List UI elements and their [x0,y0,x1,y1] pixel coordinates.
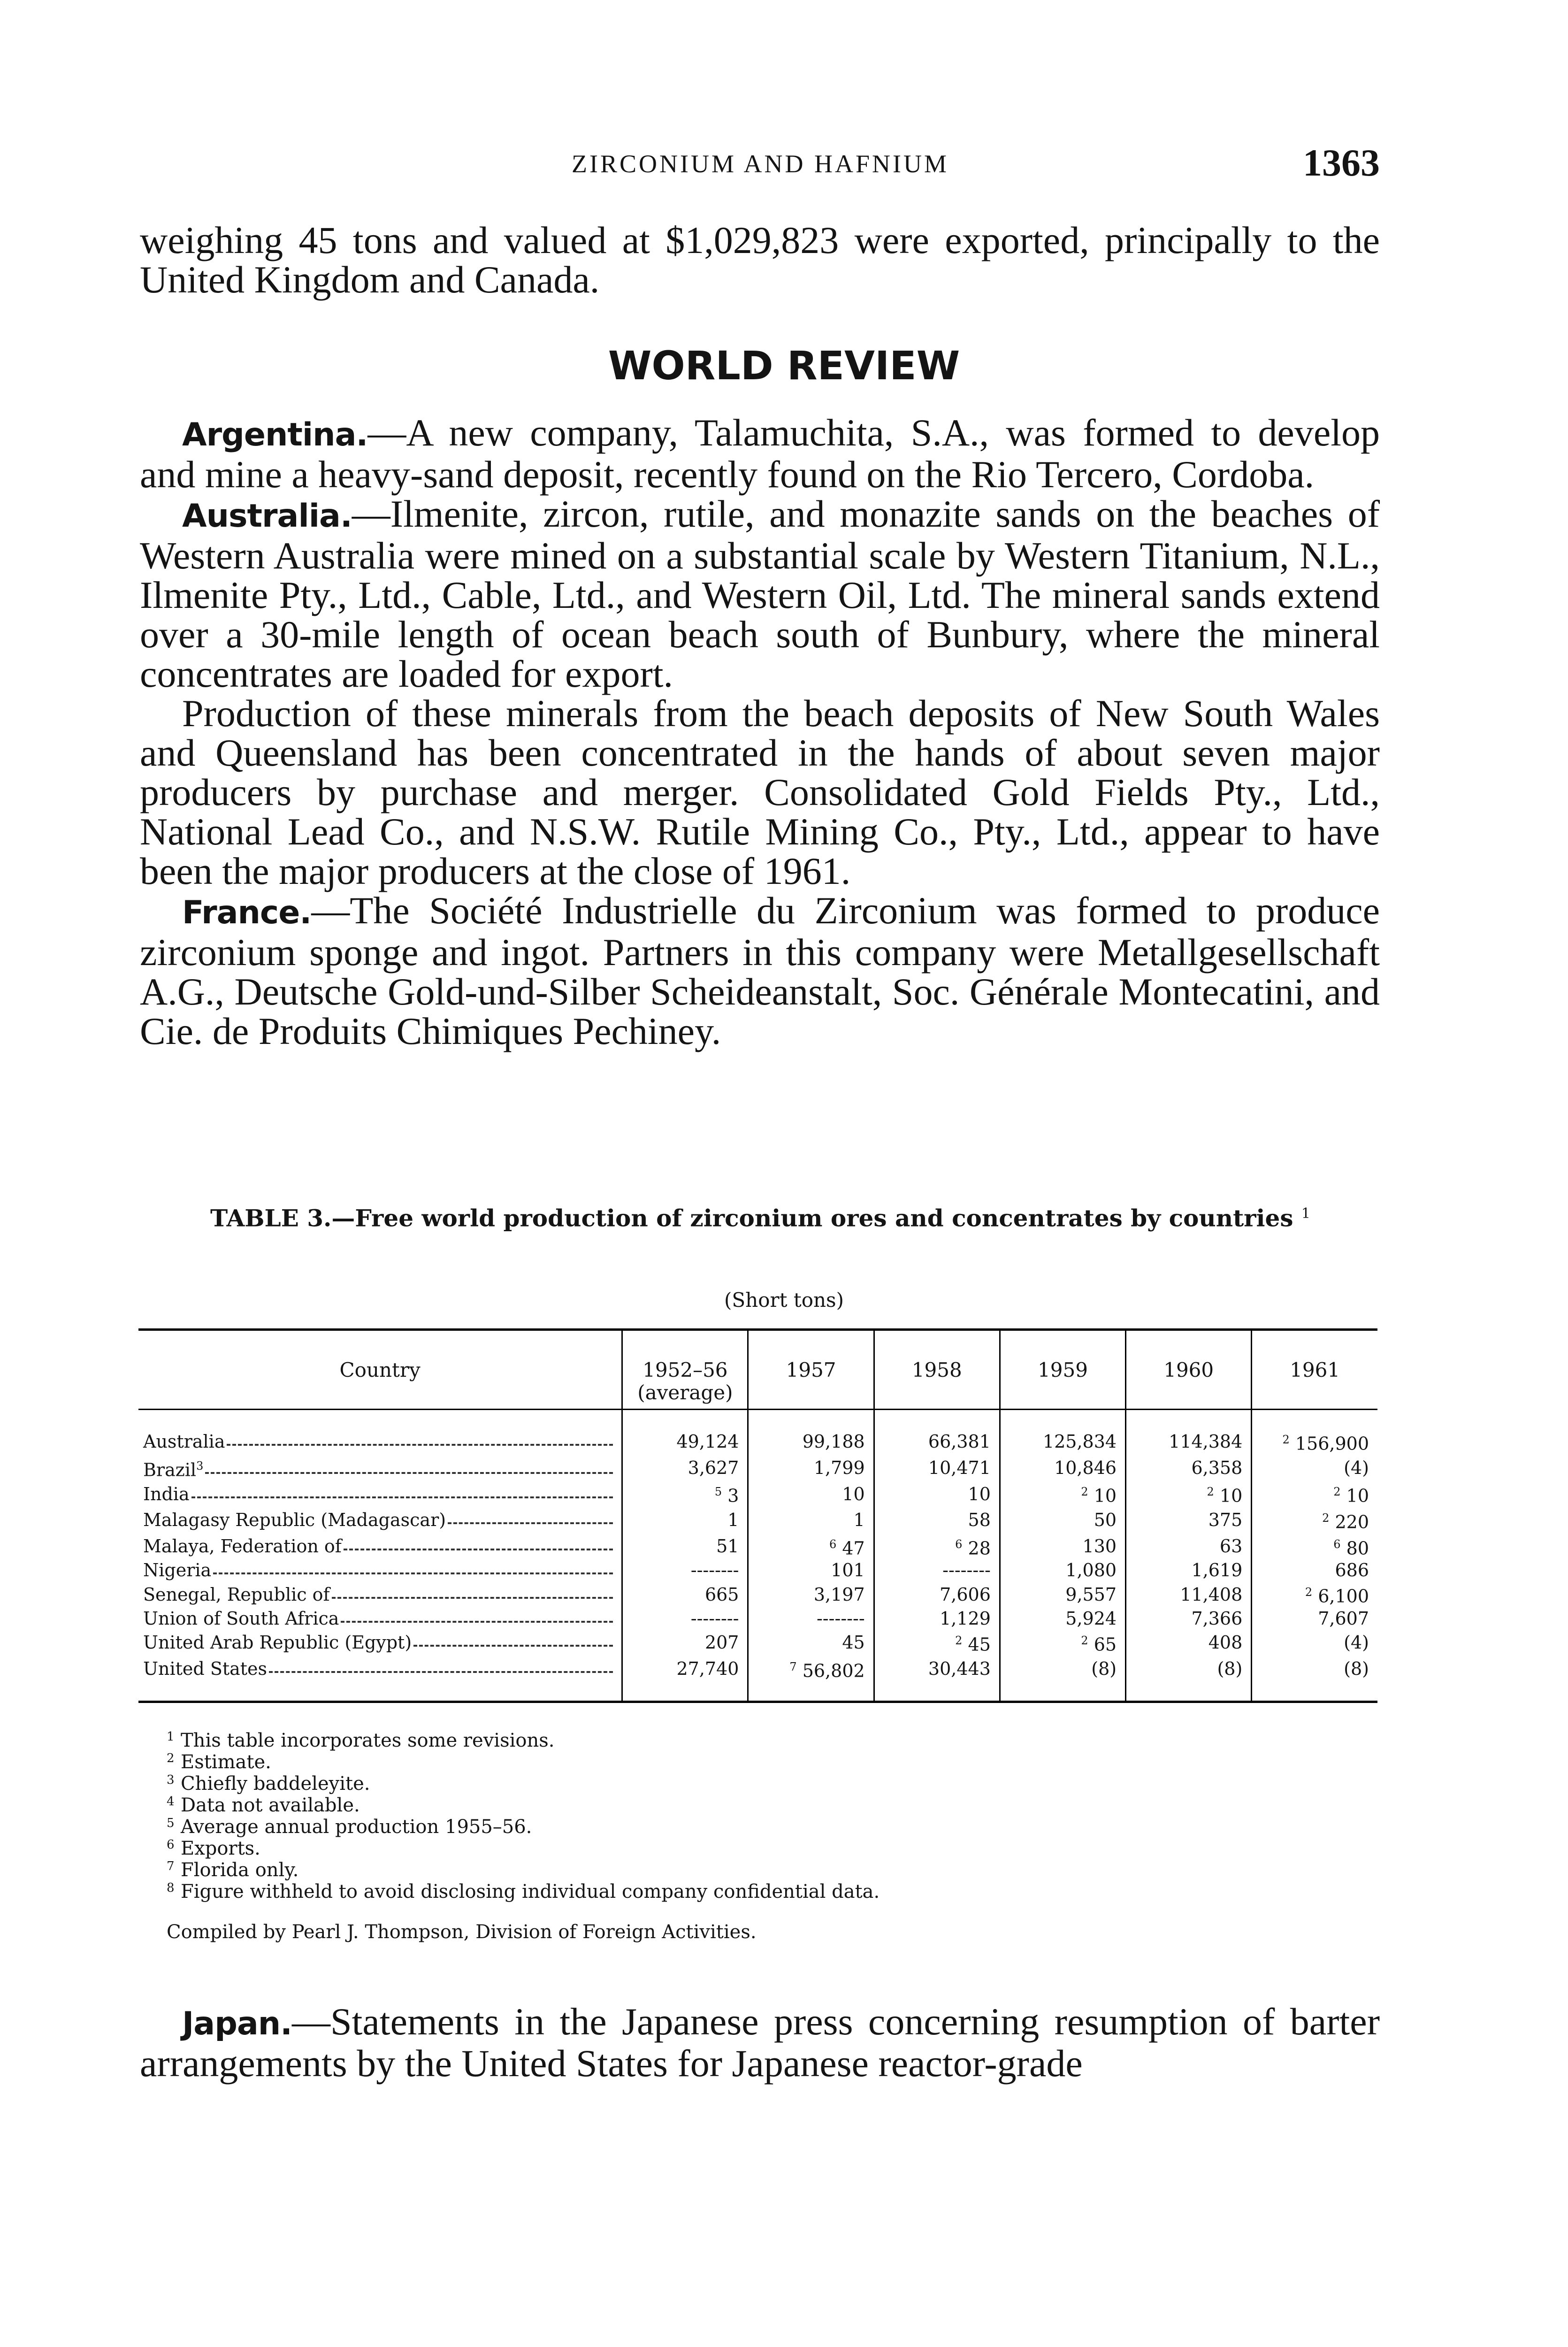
value-cell [874,1507,1000,1534]
dot-leader [213,1572,613,1574]
lead-argentina: Argentina. [182,416,368,453]
value-cell [748,1581,874,1608]
value-cell [1126,1630,1252,1656]
value-text: 49,124 [676,1431,739,1452]
value-text: 375 [1208,1510,1243,1531]
value-note: 2 [1322,1511,1330,1525]
footnote-text: Estimate. [181,1751,271,1773]
value-text: (4) [1344,1457,1369,1478]
value-text: 63 [1219,1535,1243,1557]
table-row [138,1507,1377,1534]
dot-leader [413,1645,613,1647]
intro-paragraph [140,221,1380,299]
country-name [143,1658,267,1680]
value-note: 6 [955,1537,963,1551]
value-cell [748,1410,874,1455]
dot-leader [341,1621,613,1623]
value-cell [1126,1410,1252,1455]
value-cell [1000,1630,1125,1656]
value-cell [622,1481,748,1507]
value-cell [1252,1656,1377,1702]
value-cell [1000,1608,1125,1630]
value-text: -------- [942,1560,991,1581]
intro-text: weighing 45 tons and valued at $1,029,823 were exported, principally to the United Kingdom and Canada. [140,219,1380,301]
value-cell [748,1455,874,1481]
footnote-mark: 3 [167,1773,175,1787]
value-cell [1000,1559,1125,1581]
value-cell [1252,1559,1377,1581]
value-note: 2 [955,1634,963,1647]
value-cell [622,1507,748,1534]
footnote-mark: 4 [167,1795,175,1809]
table-units: (Short tons) [724,1289,844,1312]
value-text: 5,924 [1065,1608,1117,1629]
text-japan: —Statements in the Japanese press concerning resumption of barter arrangements by the United States for Japanese reactor-grade [140,2000,1380,2085]
value-text: 1,799 [813,1457,865,1478]
value-cell [1252,1481,1377,1507]
value-text: 66,381 [928,1431,991,1452]
column-header-country: Country [138,1330,622,1410]
dot-leader [269,1671,613,1673]
value-cell [1126,1581,1252,1608]
dot-leader [332,1597,613,1599]
value-text: 101 [831,1560,865,1581]
value-cell [874,1630,1000,1656]
value-note: 6 [829,1537,837,1551]
value-cell [748,1656,874,1702]
footnote-text: Average annual production 1955–56. [181,1816,532,1838]
table-caption [197,1199,1323,1233]
country-name [143,1535,342,1557]
value-cell [1126,1608,1252,1630]
value-cell [874,1656,1000,1702]
value-cell [1252,1534,1377,1560]
value-text: -------- [690,1608,739,1629]
value-text: 11,408 [1180,1584,1243,1605]
value-cell [622,1581,748,1608]
value-text: (8) [1344,1658,1369,1679]
column-header-year: 1960 [1126,1330,1252,1410]
footnote-text: Chiefly baddeleyite. [181,1773,370,1795]
country-label: Nigeria [143,1560,212,1581]
lead-japan: Japan. [182,2005,292,2042]
value-cell [622,1630,748,1656]
value-cell [874,1608,1000,1630]
value-cell [748,1507,874,1534]
column-header-year: 1958 [874,1330,1000,1410]
value-text: 1,080 [1065,1560,1117,1581]
footnote [167,1881,1340,1902]
value-cell [874,1455,1000,1481]
value-text: 6,358 [1191,1457,1243,1478]
value-cell [1252,1507,1377,1534]
value-text: 10 [842,1483,865,1504]
value-text: (8) [1217,1658,1243,1679]
table-row [138,1581,1377,1608]
value-note: 2 [1081,1634,1088,1647]
value-cell [1126,1534,1252,1560]
country-name [143,1584,330,1606]
value-text: 665 [704,1584,739,1605]
value-cell [1000,1507,1125,1534]
value-note: 6 [1333,1537,1341,1551]
value-cell [874,1410,1000,1455]
paragraph-argentina [140,413,1380,494]
value-cell [1126,1455,1252,1481]
value-cell [622,1410,748,1455]
text-france: —The Société Industrielle du Zirconium was formed to produce zirconium sponge and ingot. Partners in this company were Metallgesellschaft A.G., Deutsche Gold-und-Silber Scheideanstalt, Soc. Générale Montecatini, and Cie. de Produits Chimiques Pechiney. [140,889,1380,1052]
value-cell [874,1581,1000,1608]
table-row [138,1481,1377,1507]
value-text: 1,129 [940,1608,991,1629]
world-review-text [140,413,1380,1051]
country-cell [138,1455,622,1481]
value-text: 45 [968,1634,991,1655]
value-text: 47 [842,1538,865,1559]
value-text: 10 [968,1483,991,1504]
value-note: 2 [1081,1485,1088,1499]
running-head [141,141,1380,192]
footnote-mark: 8 [167,1881,175,1895]
footnote [167,1838,1340,1859]
production-table [138,1328,1377,1703]
value-note: 2 [1207,1485,1214,1499]
country-name [143,1455,203,1481]
country-label: United Arab Republic (Egypt) [143,1632,412,1653]
value-text: 80 [1346,1538,1369,1559]
table-row [138,1534,1377,1560]
country-cell [138,1656,622,1702]
page-number: 1363 [1303,141,1380,184]
country-name [143,1483,190,1505]
table-row [138,1410,1377,1455]
country-cell [138,1507,622,1534]
value-text: 45 [842,1632,865,1653]
footnote-mark: 7 [167,1859,175,1873]
country-name [143,1509,446,1531]
value-text: 10 [1094,1485,1117,1506]
footnote [167,1773,1340,1795]
footnote-mark: 1 [167,1730,175,1744]
value-cell [1252,1455,1377,1481]
footnote-text: Exports. [181,1838,260,1859]
value-text: 30,443 [928,1658,991,1679]
country-cell [138,1630,622,1656]
table-row [138,1656,1377,1702]
country-cell [138,1410,622,1455]
value-cell [748,1481,874,1507]
section-heading: WORLD REVIEW [608,343,960,389]
country-label: Brazil [143,1459,197,1480]
table-caption-text: TABLE 3.—Free world production of zirconium ores and concentrates by countries [210,1204,1293,1232]
value-text: 28 [968,1538,991,1559]
footnote-text: This table incorporates some revisions. [181,1730,555,1751]
value-cell [1000,1481,1125,1507]
value-cell [622,1455,748,1481]
footnote [167,1751,1340,1773]
value-cell [874,1534,1000,1560]
value-cell [1126,1481,1252,1507]
value-cell [1000,1581,1125,1608]
table-row [138,1630,1377,1656]
japan-paragraph-line [140,2002,1380,2083]
country-label: United States [143,1658,268,1679]
dot-leader [205,1472,613,1474]
value-cell [874,1559,1000,1581]
value-text: 408 [1208,1632,1243,1653]
value-text: 65 [1094,1634,1117,1655]
footnote-text: Florida only. [181,1859,299,1881]
value-note: 5 [714,1485,722,1499]
value-cell [622,1608,748,1630]
value-text: 7,366 [1191,1608,1243,1629]
value-text: 6,100 [1318,1586,1369,1607]
value-cell [1252,1630,1377,1656]
value-cell [1126,1507,1252,1534]
value-text: 56,802 [802,1660,865,1681]
footnote-mark: 2 [167,1751,175,1765]
column-header-year: 1957 [748,1330,874,1410]
value-text: 7,607 [1318,1608,1369,1629]
value-cell [622,1534,748,1560]
value-text: 207 [704,1632,739,1653]
value-text: 10,846 [1054,1457,1117,1478]
value-text: -------- [816,1608,865,1629]
paragraph-france [140,891,1380,1051]
country-cell [138,1559,622,1581]
column-header-year: 1959 [1000,1330,1125,1410]
value-note: 2 [1333,1485,1341,1499]
country-note: 3 [196,1459,204,1473]
footnote-list [167,1730,1340,1902]
country-name [143,1431,225,1453]
footnote [167,1795,1340,1816]
dot-leader [448,1522,613,1524]
value-cell [1126,1559,1252,1581]
footnote [167,1730,1340,1751]
footnote-mark: 5 [167,1816,175,1830]
country-name [143,1632,412,1654]
country-name [143,1559,211,1581]
value-note: 2 [1305,1586,1313,1599]
dot-leader [344,1549,613,1550]
country-label: Australia [143,1431,225,1452]
table-header-row [138,1330,1377,1410]
table-caption-note: 1 [1301,1205,1310,1222]
value-text: 125,834 [1042,1431,1117,1452]
country-label: Malagasy Republic (Madagascar) [143,1510,446,1531]
paragraph-australia [140,494,1380,694]
lead-australia: Australia. [182,498,352,535]
value-text: 1 [727,1510,739,1531]
value-cell [874,1481,1000,1507]
value-cell [1252,1410,1377,1455]
value-cell [748,1608,874,1630]
value-text: 99,188 [802,1431,865,1452]
dot-leader [227,1444,613,1446]
value-text: 686 [1335,1560,1369,1581]
paragraph-japan [140,2002,1380,2083]
paragraph-production [140,694,1380,891]
value-text: 156,900 [1295,1433,1369,1454]
value-cell [1126,1656,1252,1702]
value-text: -------- [690,1560,739,1581]
text-argentina: —A new company, Talamuchita, S.A., was formed to develop and mine a heavy-sand deposit, recently found on the Rio Tercero, Cordoba. [140,411,1380,496]
country-cell [138,1534,622,1560]
value-cell [1000,1410,1125,1455]
dot-leader [191,1496,613,1498]
footnote-text: Data not available. [181,1795,360,1816]
compiled-by: Compiled by Pearl J. Thompson, Division of Foreign Activities. [167,1921,757,1943]
footnote-mark: 6 [167,1838,175,1852]
country-label: Malaya, Federation of [143,1535,342,1557]
country-cell [138,1481,622,1507]
country-name [143,1608,339,1630]
country-cell [138,1581,622,1608]
value-text: 130 [1082,1535,1117,1557]
lead-france: France. [182,894,312,931]
value-text: 3,197 [813,1584,865,1605]
value-text: 1,619 [1191,1560,1243,1581]
value-text: 3,627 [688,1457,739,1478]
value-text: 27,740 [676,1658,739,1679]
table-row [138,1608,1377,1630]
value-text: 7,606 [940,1584,991,1605]
value-text: 220 [1335,1511,1369,1533]
table-row [138,1559,1377,1581]
country-label: Union of South Africa [143,1608,339,1629]
value-cell [1000,1455,1125,1481]
value-text: 3 [727,1485,739,1506]
value-note: 2 [1282,1433,1290,1446]
value-cell [1252,1608,1377,1630]
value-cell [748,1559,874,1581]
text-australia: —Ilmenite, zircon, rutile, and monazite sands on the beaches of Western Australia were mined on a substantial scale by Western Titanium, N.L., Ilmenite Pty., Ltd., Cable, Ltd., and Western Oil, Ltd. The mineral sands extend over a 30-mile length of ocean beach south of Bunbury, where the mineral concentrates are loaded for export. [140,492,1380,695]
value-text: 10,471 [928,1457,991,1478]
value-text: 1 [853,1510,865,1531]
country-label: India [143,1483,190,1504]
value-cell [1000,1656,1125,1702]
table-body [138,1410,1377,1702]
footnote-text: Figure withheld to avoid disclosing individual company confidential data. [181,1881,880,1902]
value-text: 114,384 [1169,1431,1243,1452]
value-text: (4) [1344,1632,1369,1653]
value-text: 10 [1219,1485,1243,1506]
running-title: ZIRCONIUM AND HAFNIUM [571,150,949,178]
table-footnotes [167,1730,1340,1943]
footnote [167,1859,1340,1881]
value-text: 58 [968,1510,991,1531]
value-text: 10 [1346,1485,1369,1506]
column-header-year: 1952–56 (average) [622,1330,748,1410]
table-row [138,1455,1377,1481]
value-text: 51 [716,1535,739,1557]
footnote [167,1816,1340,1838]
value-note: 7 [789,1660,797,1673]
value-text: 50 [1094,1510,1117,1531]
value-text: 9,557 [1065,1584,1117,1605]
value-cell [622,1656,748,1702]
value-cell [748,1630,874,1656]
value-text: (8) [1091,1658,1117,1679]
column-header-year: 1961 [1252,1330,1377,1410]
value-cell [1000,1534,1125,1560]
value-cell [748,1534,874,1560]
value-cell [622,1559,748,1581]
value-cell [1252,1581,1377,1608]
text-production: Production of these minerals from the beach deposits of New South Wales and Queensland has been concentrated in the hands of about seven major producers by purchase and merger. Consolidated Gold Fields Pty., Ltd., National Lead Co., and N.S.W. Rutile Mining Co., Pty., Ltd., appear to have been the major producers at the close of 1961. [140,692,1380,892]
country-cell [138,1608,622,1630]
country-label: Senegal, Republic of [143,1584,330,1605]
